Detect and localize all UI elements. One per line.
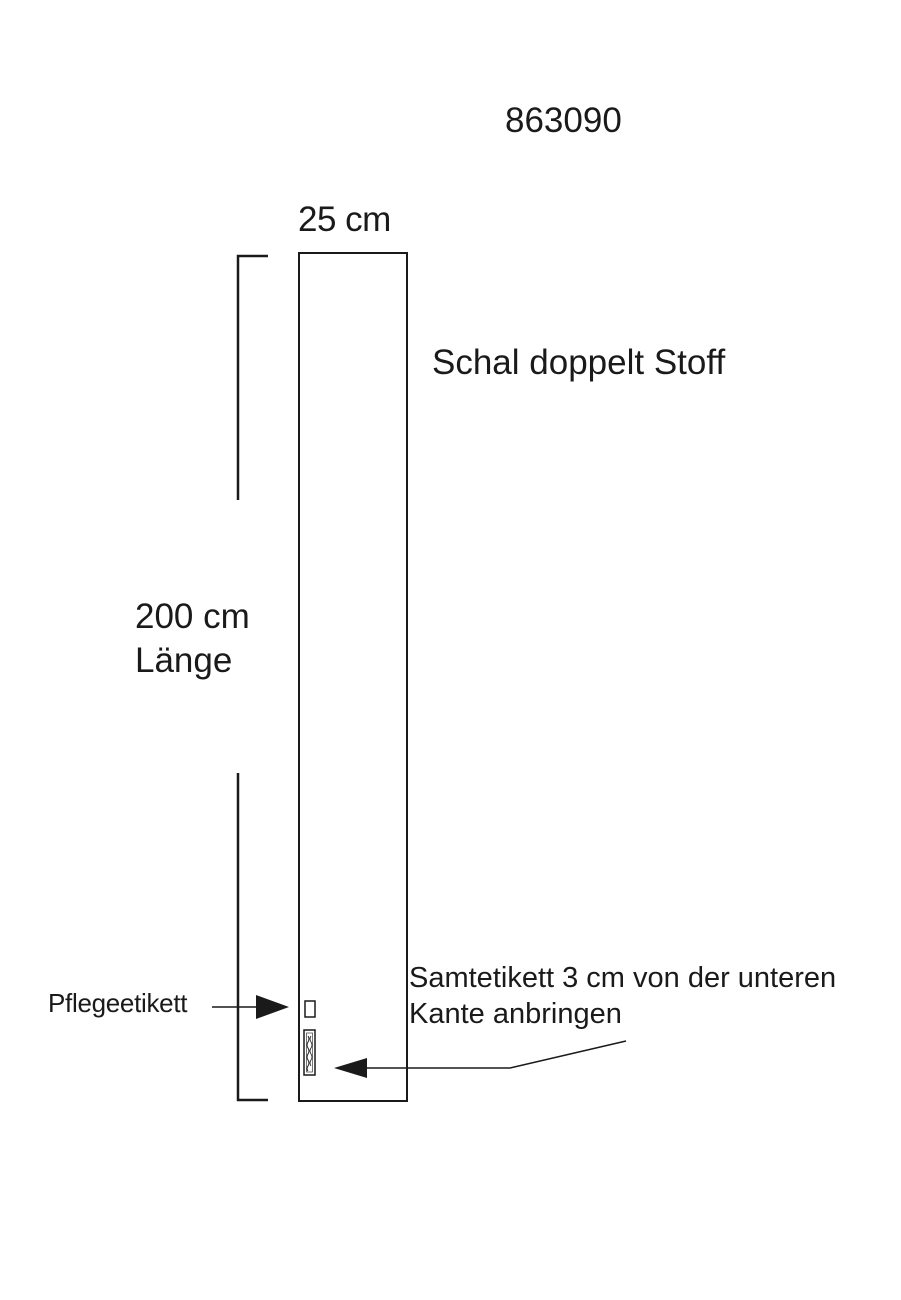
velvet-label-line-1: Samtetikett 3 cm von der unteren — [409, 962, 837, 994]
product-title: Schal doppelt Stoff — [432, 343, 726, 382]
care-label-marker — [305, 1001, 315, 1017]
velvet-label-line-2: Kante anbringen — [409, 998, 622, 1030]
article-number: 863090 — [505, 101, 622, 140]
width-dimension-label: 25 cm — [298, 200, 391, 239]
length-caption: Länge — [135, 641, 233, 680]
care-label-arrow-head — [256, 995, 289, 1019]
length-bracket-bottom — [238, 773, 268, 1100]
scarf-outline — [299, 253, 407, 1101]
length-value: 200 cm — [135, 597, 250, 636]
length-bracket-top — [238, 256, 268, 500]
velvet-label-arrow-line — [365, 1041, 626, 1068]
velvet-label-marker — [304, 1030, 315, 1075]
velvet-label-arrow-head — [334, 1058, 367, 1078]
care-label-text: Pflegeetikett — [48, 988, 188, 1018]
